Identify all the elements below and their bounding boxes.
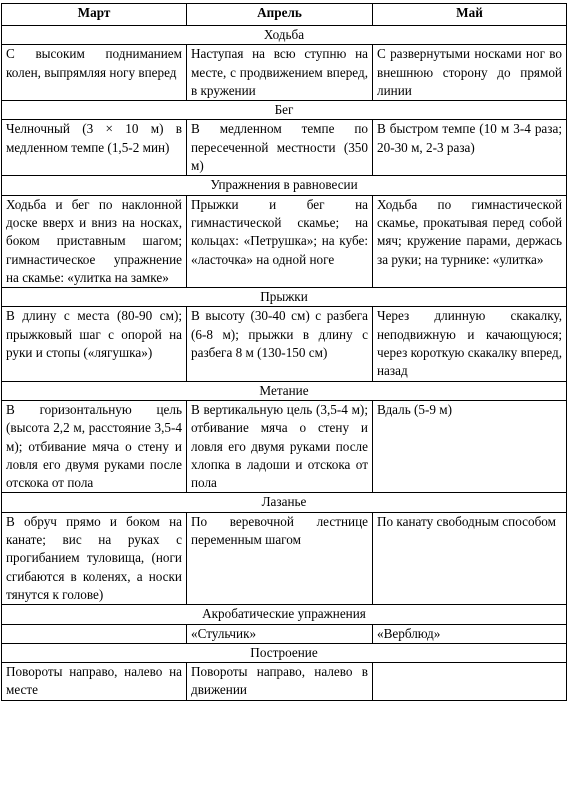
- table-row: [2, 45, 567, 101]
- cell-april: Наступая на всю ступню на месте, с продвижением вперед, в кружении: [187, 45, 373, 101]
- section-row-acrobatics: [2, 605, 567, 624]
- table-row: [2, 663, 567, 701]
- cell-march: В длину с места (80-90 см); прыжковый шаг с опорой на руки и стопы («лягушка»): [2, 307, 187, 381]
- section-row-throwing: [2, 381, 567, 400]
- cell-march: В обруч прямо и боком на канате; вис на руках с прогибанием туловища, (ноги сгибаются в коленях, а носки тянутся к голове): [2, 512, 187, 604]
- cell-april: В вертикальную цель (3,5-4 м); отбивание мяча о стену и ловля его двумя руками после хлопка в ладоши и отскока от пола: [187, 400, 373, 492]
- exercise-schedule-table: [1, 3, 567, 701]
- cell-may: [373, 663, 567, 701]
- cell-may: Ходьба по гимнастической скамье, прокатывая перед собой мяч; кружение парами, держась за руки; на турнике: «улитка»: [373, 195, 567, 287]
- column-header-april: Апрель: [187, 4, 373, 26]
- section-title-formation: Построение: [2, 643, 567, 662]
- table-row: [2, 120, 567, 176]
- section-title-balance: Упражнения в равновесии: [2, 176, 567, 195]
- cell-april: В высоту (30-40 см) с разбега (6-8 м); прыжки в длину с разбега 8 м (130-150 см): [187, 307, 373, 381]
- cell-may: По канату свободным способом: [373, 512, 567, 604]
- section-title-acrobatics: Акробатические упражнения: [2, 605, 567, 624]
- section-row-running: [2, 101, 567, 120]
- cell-march: Челночный (3 × 10 м) в медленном темпе (1,5-2 мин): [2, 120, 187, 176]
- section-row-climbing: [2, 493, 567, 512]
- cell-april: По веревочной лестнице переменным шагом: [187, 512, 373, 604]
- cell-april: Прыжки и бег на гимнастической скамье; на кольцах: «Петрушка»; на кубе: «ласточка» на одной ноге: [187, 195, 373, 287]
- column-header-march: Март: [2, 4, 187, 26]
- section-row-formation: [2, 643, 567, 662]
- table-row: [2, 195, 567, 287]
- table-row: [2, 512, 567, 604]
- cell-april: «Стульчик»: [187, 624, 373, 643]
- cell-march: С высоким подниманием колен, выпрямляя ногу вперед: [2, 45, 187, 101]
- column-header-may: Май: [373, 4, 567, 26]
- section-title-climbing: Лазанье: [2, 493, 567, 512]
- section-row-walking: [2, 26, 567, 45]
- section-title-jumping: Прыжки: [2, 288, 567, 307]
- section-title-throwing: Метание: [2, 381, 567, 400]
- section-title-running: Бег: [2, 101, 567, 120]
- cell-march: Повороты направо, налево на месте: [2, 663, 187, 701]
- cell-april: В медленном темпе по пересеченной местности (350 м): [187, 120, 373, 176]
- cell-may: Вдаль (5-9 м): [373, 400, 567, 492]
- cell-march: [2, 624, 187, 643]
- cell-march: В горизонтальную цель (высота 2,2 м, расстояние 3,5-4 м); отбивание мяча о стену и ловля его двумя руками после отскока от пола: [2, 400, 187, 492]
- section-row-balance: [2, 176, 567, 195]
- cell-may: С развернутыми носками ног во внешнюю сторону до прямой линии: [373, 45, 567, 101]
- cell-may: Через длинную скакалку, неподвижную и качающуюся; через короткую скакалку вперед, назад: [373, 307, 567, 381]
- table-row: [2, 400, 567, 492]
- header-row: [2, 4, 567, 26]
- cell-march: Ходьба и бег по наклонной доске вверх и вниз на носках, боком приставным шагом; гимнастическое упражнение на скамье: «улитка на замке»: [2, 195, 187, 287]
- section-title-walking: Ходьба: [2, 26, 567, 45]
- cell-may: «Верблюд»: [373, 624, 567, 643]
- table-row: [2, 307, 567, 381]
- cell-april: Повороты направо, налево в движении: [187, 663, 373, 701]
- cell-may: В быстром темпе (10 м 3-4 раза; 20-30 м, 2-3 раза): [373, 120, 567, 176]
- section-row-jumping: [2, 288, 567, 307]
- table-row: [2, 624, 567, 643]
